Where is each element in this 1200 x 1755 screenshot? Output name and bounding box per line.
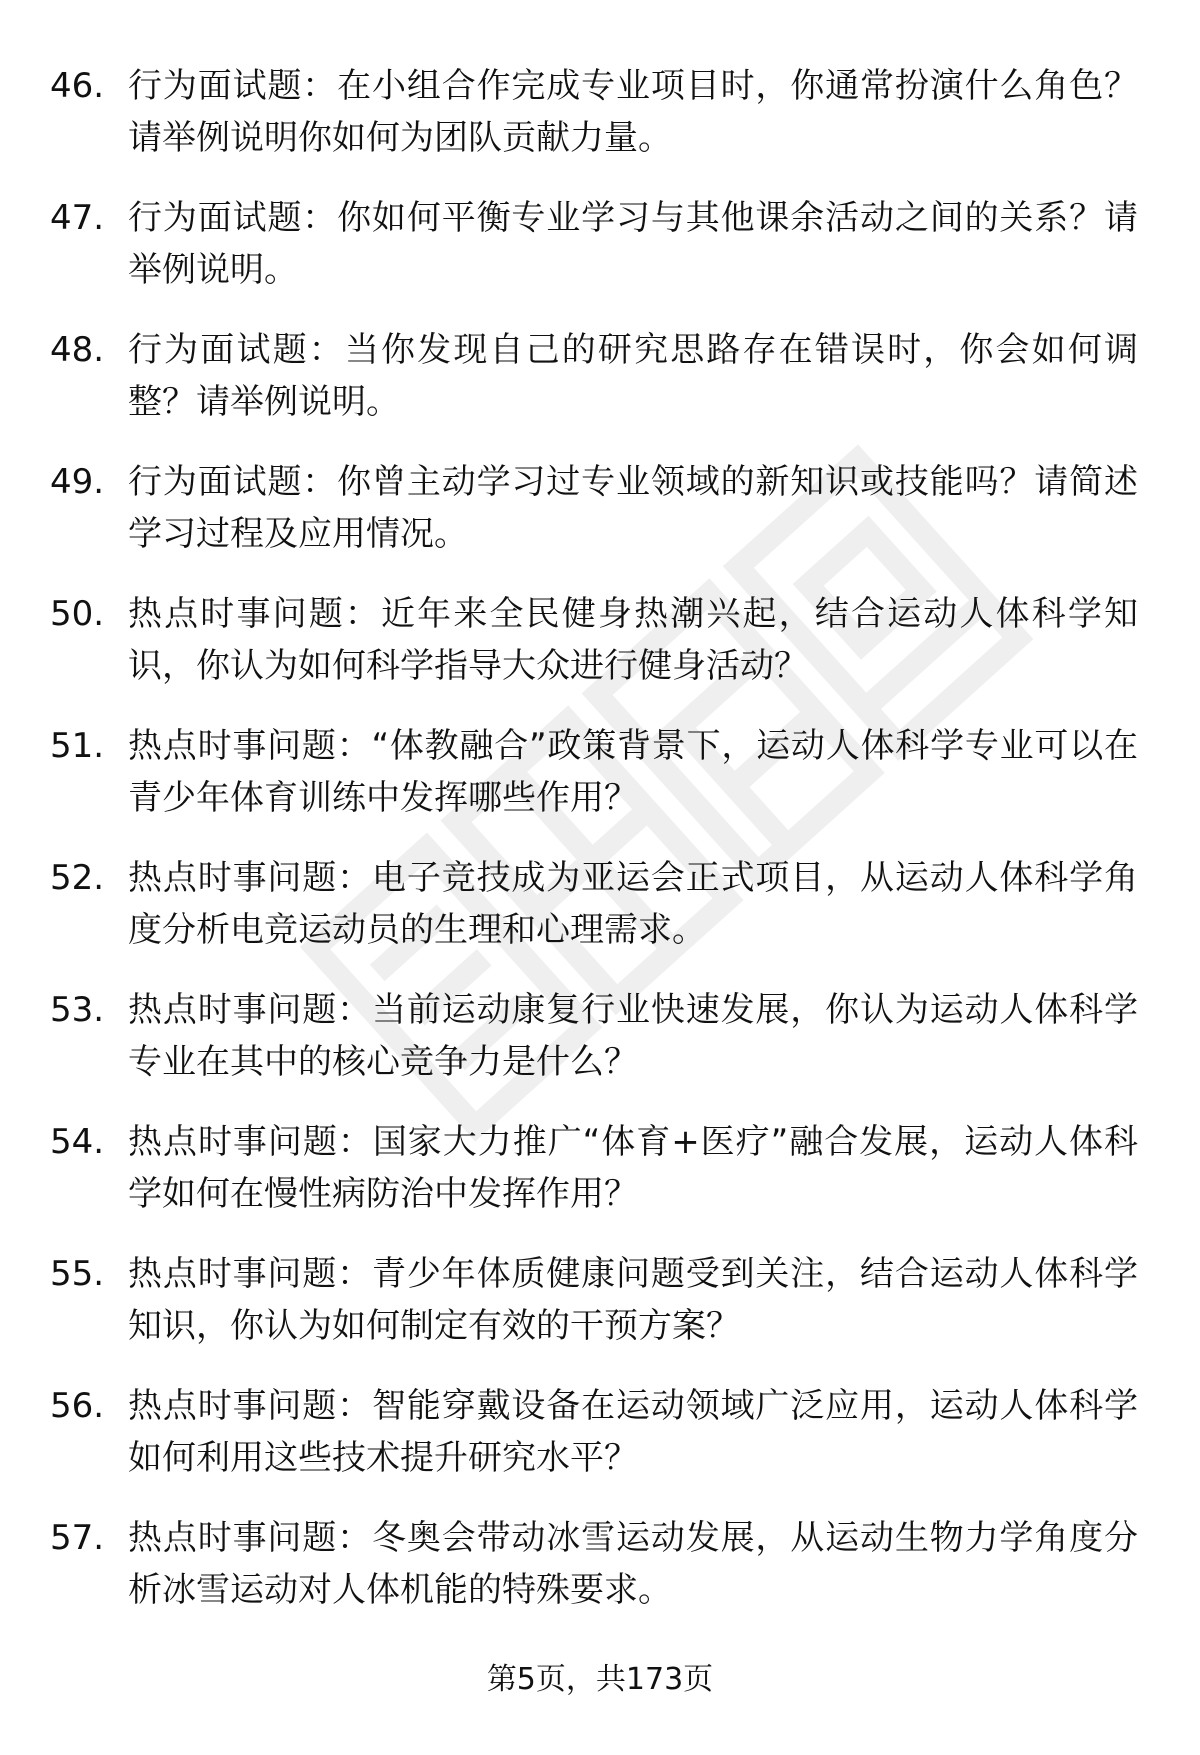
list-item <box>50 192 1150 302</box>
list-item <box>50 984 1150 1094</box>
list-item <box>50 720 1150 830</box>
list-item <box>50 1380 1150 1490</box>
question-number: 51. <box>50 726 105 766</box>
question-number: 53. <box>50 990 105 1030</box>
question-number: 56. <box>50 1386 105 1426</box>
question-number: 47. <box>50 198 105 238</box>
question-text: 行为面试题：你如何平衡专业学习与其他课余活动之间的关系？请举例说明。 <box>128 198 1138 290</box>
list-item <box>50 324 1150 434</box>
question-number: 48. <box>50 330 105 370</box>
list-item <box>50 1512 1150 1622</box>
question-number: 50. <box>50 594 105 634</box>
question-number: 49. <box>50 462 105 502</box>
list-item <box>50 1248 1150 1358</box>
list-item <box>50 456 1150 566</box>
question-text: 热点时事问题：当前运动康复行业快速发展，你认为运动人体科学专业在其中的核心竞争力是什么？ <box>128 990 1138 1082</box>
list-item <box>50 60 1150 170</box>
question-text: 行为面试题：你曾主动学习过专业领域的新知识或技能吗？请简述学习过程及应用情况。 <box>128 462 1138 554</box>
question-number: 46. <box>50 66 105 106</box>
question-number: 55. <box>50 1254 105 1294</box>
question-number: 52. <box>50 858 105 898</box>
question-text: 行为面试题：在小组合作完成专业项目时，你通常扮演什么角色？请举例说明你如何为团队贡献力量。 <box>128 66 1138 158</box>
question-text: 热点时事问题：智能穿戴设备在运动领域广泛应用，运动人体科学如何利用这些技术提升研究水平？ <box>128 1386 1138 1478</box>
question-text: 热点时事问题：青少年体质健康问题受到关注，结合运动人体科学知识，你认为如何制定有效的干预方案？ <box>128 1254 1138 1346</box>
question-text: 热点时事问题：电子竞技成为亚运会正式项目，从运动人体科学角度分析电竞运动员的生理和心理需求。 <box>128 858 1138 950</box>
question-number: 57. <box>50 1518 105 1558</box>
question-text: 热点时事问题：“体教融合”政策背景下，运动人体科学专业可以在青少年体育训练中发挥哪些作用？ <box>128 726 1138 818</box>
list-item <box>50 852 1150 962</box>
list-item <box>50 588 1150 698</box>
question-text: 热点时事问题：国家大力推广“体育+医疗”融合发展，运动人体科学如何在慢性病防治中发挥作用？ <box>128 1122 1138 1214</box>
question-text: 热点时事问题：冬奥会带动冰雪运动发展，从运动生物力学角度分析冰雪运动对人体机能的特殊要求。 <box>128 1518 1138 1610</box>
question-text: 热点时事问题：近年来全民健身热潮兴起，结合运动人体科学知识，你认为如何科学指导大众进行健身活动？ <box>128 594 1138 686</box>
page-footer: 第5页，共173页 <box>486 1662 714 1697</box>
question-number: 54. <box>50 1122 105 1162</box>
list-item <box>50 1116 1150 1226</box>
question-text: 行为面试题：当你发现自己的研究思路存在错误时，你会如何调整？请举例说明。 <box>128 330 1138 422</box>
